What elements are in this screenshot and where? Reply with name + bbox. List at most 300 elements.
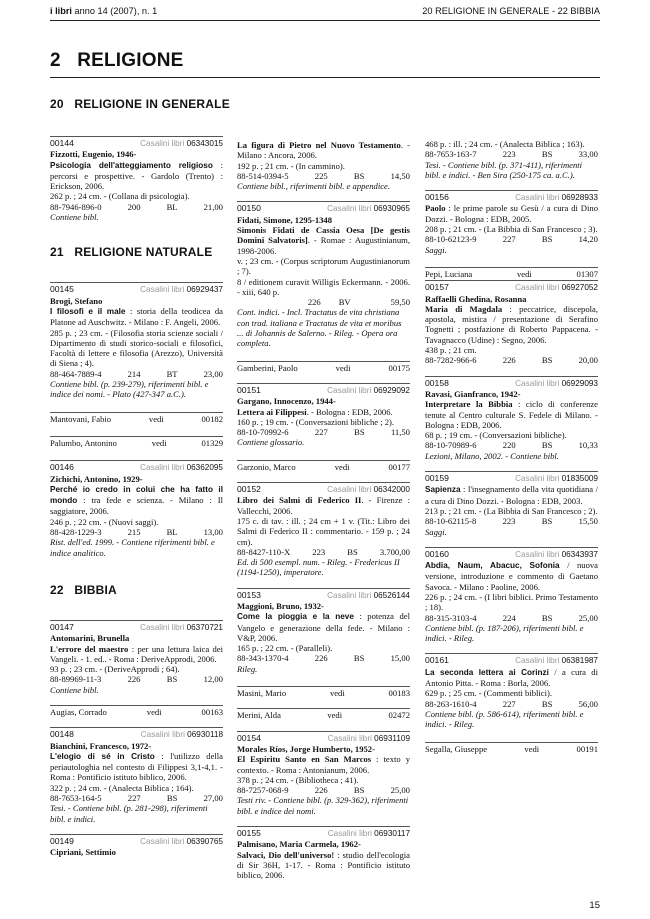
entry-author: Palmisano, Maria Carmela, 1962- (237, 839, 361, 850)
entry-price-line (425, 440, 598, 450)
ref-vedi: vedi (327, 710, 343, 721)
entry-description (237, 225, 410, 256)
entry-imprint: : le prime parole su Gesù / a cura di Dino Dozzi. - Bologna : EDB, 2005. (425, 203, 598, 224)
casalini-id: 06930965 (373, 204, 410, 214)
entry-pages: 227 (502, 698, 516, 709)
entry-author: Fidati, Simone, 1295-1348 (237, 214, 333, 225)
entry-title: L'elogio di sé in Cristo (50, 751, 155, 761)
entry-note: Ed. di 500 esempl. num. - Rileg. - Fredericus II (1194-1250), imperatore. (237, 557, 400, 578)
casalini-id: 06930117 (374, 829, 410, 839)
entry-title: El Espíritu Santo en San Marcos (237, 754, 372, 765)
entry-imprint: : storia della teodicea da Platone ad Auschwitz. - Milano : F. Angeli, 2006. (50, 305, 223, 328)
ref-code: 01307 (576, 268, 598, 279)
ref-name: Pepi, Luciana (425, 268, 473, 279)
entry-isbn: 88-7946-896-0 (50, 201, 102, 212)
entry-price-line (425, 516, 598, 526)
entry-note: Contiene bibl. (p. 239-279), riferimenti bibl. e indice dei nomi. - Plato (427-347 a.C.). (50, 379, 209, 400)
cross-reference (50, 412, 223, 424)
entry-price: 59,50 (390, 297, 410, 308)
entry-class: BS (541, 612, 553, 623)
entry-author: Fizzotti, Eugenio, 1946- (50, 149, 137, 160)
ref-code: 00182 (201, 413, 223, 424)
catalog-entry (425, 280, 598, 365)
entry-price: 20,00 (578, 355, 598, 366)
ref-vedi: vedi (335, 362, 351, 373)
entry-isbn: 88-343-1370-4 (237, 653, 289, 664)
entry-class: BS (353, 653, 365, 664)
ref-name: Merini, Alda (237, 710, 281, 721)
casalini-label: Casalini libri (140, 139, 185, 148)
ref-vedi: vedi (524, 743, 540, 754)
entry-number: 00151 (237, 384, 261, 395)
entry-author: Antomarini, Brunella (50, 633, 130, 644)
entry-class: BS (541, 234, 553, 245)
ref-name: Gamberini, Paolo (237, 362, 298, 373)
casalini-label: Casalini libri (140, 622, 185, 632)
entry-price-line (50, 793, 223, 803)
entry-physical: 468 p. : ill. ; 24 cm. - (Analecta Biblica ; 163). (425, 139, 585, 149)
entry-physical: 246 p. ; 22 cm. - (Nuovi saggi). (50, 516, 159, 527)
entry-price-line (425, 613, 598, 623)
entry-imprint: . - Milano : Ancora, 2006. (237, 140, 410, 161)
ref-vedi: vedi (148, 413, 164, 424)
entry-imprint: : studio dell'ecologia di Sir 36H, 1-17. - Roma : Pontificio istituto biblico, 2006. (237, 849, 410, 881)
ref-code: 00175 (388, 362, 410, 373)
entry-physical: 160 p. ; 19 cm. - (Conversazioni bibliche ; 2). (237, 416, 395, 427)
entry-class: BV (338, 297, 351, 308)
entry-price: 13,00 (203, 527, 223, 538)
catalog-entry (50, 834, 223, 858)
entry-imprint: / a cura di Antonio Pitta. - Roma : Borla, 2006. (425, 666, 598, 689)
entry-author: Bianchini, Francesco, 1972- (50, 740, 152, 751)
entry-description (425, 667, 598, 689)
casalini-label: Casalini libri (515, 193, 560, 203)
entry-isbn: 88-514-0394-5 (237, 170, 289, 181)
catalog-entry (50, 620, 223, 695)
entry-description (50, 751, 223, 783)
entry-physical: 629 p. ; 25 cm. - (Commenti biblici). (425, 688, 552, 699)
entry-title: Perché io credo in colui che ha fatto il mondo (50, 484, 223, 506)
entry-price: 23,00 (203, 368, 223, 379)
entry-isbn: 88-7653-163-7 (425, 149, 477, 160)
entry-pages: 226 (314, 653, 328, 664)
page-number: 15 (589, 900, 600, 911)
entry-title: Simonis Fidati de Cassia Oesa [De gestis Domini Salvatoris] (237, 225, 410, 246)
entry-physical: 262 p. ; 24 cm. - (Collana di psicologia). (50, 191, 190, 202)
casalini-label: Casalini libri (515, 283, 560, 293)
entry-imprint: : potenza del Vangelo e generazione della fede. - Milano : V&P, 2006. (237, 611, 410, 643)
cross-reference (50, 705, 223, 717)
casalini-label: Casalini libri (327, 485, 372, 495)
entry-title: Abdia, Naum, Abacuc, Sofonia (425, 561, 560, 571)
entry-note: Contiene bibl. (p. 187-206), riferimenti bibl. e indici. - Rileg. (425, 622, 584, 644)
entry-price-line (237, 171, 410, 181)
entry-title: Maria di Magdala (425, 303, 503, 314)
entry-description (237, 611, 410, 643)
ref-code: 00177 (388, 461, 410, 472)
entry-title: Salvaci, Dio dell'universo! (237, 849, 335, 860)
catalog-entry (50, 460, 223, 558)
entry-imprint: / nuova versione, introduzione e commento di Gaetano Savoca. - Milano : Paoline, 2006. (425, 560, 598, 592)
entry-description (425, 484, 598, 506)
entry-physical: v. ; 23 cm. - (Corpus scriptorum Augustinianorum ; 7). (237, 255, 410, 277)
casalini-label: Casalini libri (140, 730, 185, 740)
entry-class: BS (166, 793, 178, 804)
casalini-label: Casalini libri (327, 385, 372, 395)
entry-pages: 215 (127, 527, 141, 538)
entry-title: Lettera ai Filippesi (237, 406, 307, 417)
catalog-entry (237, 588, 410, 674)
casalini-label: Casalini libri (515, 549, 560, 559)
entry-title: Libro dei Salmi di Federico II (237, 495, 362, 506)
entry-title: Sapienza (425, 485, 461, 495)
entry-isbn: 88-263-1610-4 (425, 698, 477, 709)
entry-price: 15,00 (390, 653, 410, 664)
entry-pages: 226 (127, 674, 141, 685)
entry-class: BL (166, 201, 178, 212)
cross-reference (425, 742, 598, 754)
entry-description (50, 644, 223, 665)
casalini-label: Casalini libri (327, 733, 372, 743)
entry-class: BS (541, 440, 553, 451)
entry-number: 00153 (237, 589, 261, 600)
entry-class: BS (166, 674, 178, 685)
entry-pages: 223 (502, 516, 516, 527)
entry-imprint: . - Bologna : EDB, 2006. (306, 406, 393, 417)
entry-pages: 227 (502, 234, 516, 245)
entry-price: 15,50 (578, 516, 598, 527)
entry-price: 10,33 (578, 440, 598, 451)
entry-isbn: 88-10-70989-6 (425, 440, 477, 451)
entry-price-line (50, 369, 223, 379)
catalog-entry (237, 826, 410, 880)
entry-author: Zichichi, Antonino, 1929- (50, 473, 143, 484)
entry-note: Contiene bibl. (50, 212, 99, 223)
ref-name: Garzonio, Marco (237, 461, 296, 472)
casalini-id: 06362095 (186, 463, 223, 473)
entry-number: 00147 (50, 621, 74, 632)
entry-number: 00144 (50, 138, 74, 148)
entry-pages: 223 (312, 546, 326, 557)
entry-physical: 438 p. ; 21 cm. (425, 345, 477, 356)
entry-note: Contiene bibl. (p. 586-614), riferimenti bibl. e indici. - Rileg. (425, 708, 584, 730)
column-1 (50, 96, 230, 858)
entry-imprint: . - Firenze : Vallecchi, 2006. (237, 495, 410, 516)
catalog-entry (50, 282, 223, 399)
entry-number: 00152 (237, 484, 261, 495)
entry-description (425, 560, 598, 592)
entry-note: Contiene bibl., riferimenti bibl. e appendice. (237, 181, 390, 192)
entry-note: Tesi. - Contiene bibl. (p. 371-411), riferimenti bibl. e indici. - Ben Sira (250-175 ca. a.C.). (425, 159, 583, 180)
entry-description (50, 484, 223, 517)
casalini-label: Casalini libri (515, 474, 560, 484)
casalini-id: 06929437 (186, 285, 223, 295)
entry-price-line (237, 653, 410, 663)
ref-code: 01329 (201, 437, 223, 448)
entry-title: La seconda lettera ai Corinzi (425, 667, 549, 677)
entry-description (50, 306, 223, 328)
entry-class: BS (353, 785, 365, 796)
entry-isbn: 88-7282-966-6 (425, 355, 477, 366)
entry-number: 00146 (50, 462, 74, 473)
entry-isbn: 88-10-62123-9 (425, 234, 477, 245)
entry-imprint: : tra fede e scienza. - Milano : Il saggiatore, 2006. (50, 495, 223, 517)
entry-physical: 175 c. di tav. : ill. ; 24 cm + 1 v. (Tit.: Libro dei Salmi di Federico II : commentario. - 159 p. ; 24 cm). (237, 515, 410, 547)
entry-pages: 220 (502, 440, 516, 451)
cross-reference (237, 460, 410, 472)
entry-description (237, 140, 410, 161)
catalog-entry (237, 201, 410, 348)
entry-number: 00158 (425, 377, 449, 388)
entry-note: Rist. dell'ed. 1999. - Contiene riferimenti bibl. e indice analitico. (50, 537, 215, 558)
entry-note: Lezioni, Milano, 2002. - Contiene bibl. (425, 450, 559, 461)
entry-note: Contiene glossario. (237, 437, 305, 448)
entry-number: 00149 (50, 835, 74, 846)
casalini-id: 06381987 (561, 656, 598, 666)
entry-pages: 226 (502, 355, 516, 366)
header-rule (50, 20, 600, 21)
entry-isbn: 88-315-3103-4 (425, 612, 477, 623)
catalog-columns (50, 96, 600, 896)
casalini-label: Casalini libri (515, 378, 560, 388)
ref-name: Segalla, Giuseppe (425, 743, 488, 754)
entry-pages: 225 (314, 170, 328, 181)
entry-author: Cipriani, Settimio (50, 847, 116, 858)
casalini-label: Casalini libri (140, 463, 185, 473)
casalini-label: Casalini libri (327, 829, 372, 839)
entry-imprint: : texto y contexto. - Roma : Antonianum, 2006. (237, 754, 410, 775)
running-section-title: 20 RELIGIONE IN GENERALE - 22 BIBBIA (422, 6, 600, 16)
entry-physical: 285 p. ; 23 cm. - (Filosofia storia scienze sociali / Dipartimento di studi storico-sociali e filosofici, Facoltà di lettere e filosofia (Arezzo), Università di Siena ; 4). (50, 327, 223, 369)
entry-price: 14,20 (578, 234, 598, 245)
catalog-entry (237, 731, 410, 816)
column-2 (237, 96, 410, 881)
entry-isbn: 88-7257-068-9 (237, 785, 289, 796)
casalini-id: 06928933 (561, 193, 598, 203)
entry-number: 00150 (237, 203, 261, 214)
entry-description (237, 754, 410, 775)
casalini-id: 06370721 (186, 622, 223, 632)
entry-price: 33,00 (578, 149, 598, 160)
ref-name: Palumbo, Antonino (50, 437, 117, 448)
entry-pages: 200 (127, 201, 141, 212)
catalog-entry (237, 482, 410, 578)
entry-price-line (237, 427, 410, 437)
entry-title: Come la pioggia e la neve (237, 612, 354, 622)
catalog-entry (50, 727, 223, 824)
entry-price: 27,00 (203, 793, 223, 804)
entry-price-line (425, 234, 598, 244)
ref-vedi: vedi (516, 268, 532, 279)
casalini-label: Casalini libri (140, 285, 185, 295)
casalini-label: Casalini libri (140, 836, 185, 846)
entry-number: 00156 (425, 192, 449, 203)
ref-vedi: vedi (334, 461, 350, 472)
entry-physical: 93 p. ; 23 cm. - (DeriveApprodi ; 64). (50, 664, 180, 675)
casalini-id: 06526144 (373, 590, 410, 600)
entry-price: 14,50 (390, 170, 410, 181)
catalog-entry (425, 471, 598, 537)
entry-pages: 226 (307, 297, 321, 308)
ref-vedi: vedi (151, 437, 167, 448)
entry-price-line (425, 149, 598, 159)
casalini-id: 01835009 (561, 474, 598, 484)
entry-class: BS (541, 698, 553, 709)
entry-isbn: 88-464-7889-4 (50, 368, 102, 379)
casalini-label: Casalini libri (515, 656, 560, 666)
entry-volume: 8 / editionem curavit Willigis Eckermann. - 2006. - xiii, 640 p. (237, 276, 410, 297)
journal-issue: i libri anno 14 (2007), n. 1 (50, 6, 158, 16)
ref-code: 00183 (388, 688, 410, 699)
casalini-id: 06930118 (187, 730, 223, 740)
entry-imprint: : percorsi e prospettive. - Gardolo (Trento) : Erickson, 2006. (50, 159, 223, 192)
entry-physical: 378 p. ; 24 cm. - (Bibliotheca ; 41). (237, 774, 359, 785)
ref-name: Mantovani, Fabio (50, 413, 112, 424)
section-heading-22: 22 BIBBIA (50, 582, 117, 597)
entry-price: 25,00 (390, 785, 410, 796)
chapter-title: 2 RELIGIONE (50, 50, 184, 71)
cross-reference (237, 708, 410, 720)
entry-class: BS (541, 516, 553, 527)
casalini-id: 06342000 (373, 485, 410, 495)
ref-vedi: vedi (329, 688, 345, 699)
entry-note: Saggi. (425, 244, 447, 255)
entry-imprint: : l'utilizzo della periautologhia nel contesto di Filippesi 3,1-4,1. - Roma : Pontificio istituto biblico, 2006. (50, 750, 224, 783)
entry-note: Rileg. (237, 663, 258, 674)
entry-price-line (237, 785, 410, 795)
entry-physical: 165 p. ; 22 cm. - (Paralleli). (237, 643, 333, 654)
entry-isbn: 88-89969-11-3 (50, 674, 102, 685)
entry-number: 00160 (425, 548, 449, 559)
entry-imprint: : ciclo di conferenze tenute al Centro culturale S. Fedele di Milano. - Bologna : EDB, 2006. (425, 399, 598, 430)
entry-description (237, 850, 410, 881)
entry-number: 00145 (50, 284, 74, 295)
entry-title: La figura di Pietro nel Nuovo Testamento (237, 140, 401, 150)
entry-price-line (50, 527, 223, 537)
entry-description (50, 160, 223, 192)
entry-author: Morales Ríos, Jorge Humberto, 1952- (237, 743, 375, 754)
entry-class: BS (353, 170, 365, 181)
entry-number: 00161 (425, 655, 449, 666)
entry-author: Maggioni, Bruno, 1932- (237, 600, 324, 611)
cross-reference (425, 267, 598, 279)
entry-author: Gargano, Innocenzo, 1944- (237, 396, 336, 407)
entry-imprint: : l'insegnamento della vita quotidiana / a cura di Dino Dozzi. - Bologna : EDB, 2003. (425, 484, 598, 506)
entry-imprint: : peccatrice, discepola, apostola, mistica / presentazione di Serafino Tognetti ; postfazione di Roberto Pappacena. - Tavagnacco (Udine) : Segno, 2006. (425, 303, 598, 345)
entry-physical: 322 p. ; 24 cm. - (Analecta Biblica ; 164). (50, 782, 194, 793)
entry-class: BS (347, 546, 358, 557)
entry-class: BS (354, 427, 365, 438)
entry-class: BS (541, 149, 553, 160)
entry-number: 00159 (425, 473, 449, 484)
section-heading-21: 21 RELIGIONE NATURALE (50, 245, 213, 260)
catalog-entry (237, 383, 410, 448)
entry-pages: 214 (127, 368, 141, 379)
entry-class: BL (166, 527, 178, 538)
entry-price: 11,50 (390, 427, 410, 438)
ref-code: 00163 (201, 706, 223, 717)
entry-note: Saggi. (425, 526, 447, 537)
catalog-entry (425, 653, 598, 729)
casalini-id: 06343937 (561, 549, 598, 559)
entry-description (425, 399, 598, 430)
entry-description (425, 203, 598, 224)
entry-physical: 68 p. ; 19 cm. - (Conversazioni bibliche). (425, 430, 567, 441)
casalini-id: 06929093 (561, 378, 598, 388)
entry-isbn: 88-10-70992-6 (237, 427, 289, 438)
entry-description (237, 407, 410, 417)
section-heading-20: 20 RELIGIONE IN GENERALE (50, 97, 230, 111)
entry-note: Cont. indici. - Incl. Tractatus de vita christiana con trad. italiana e Tractatus de vita et moribus ... di Johannis de Salerno. - Rileg. - Opera ora completa. (237, 307, 402, 349)
entry-class: BS (541, 355, 553, 366)
entry-physical: 192 p. ; 21 cm. - (In cammino). (237, 160, 345, 171)
entry-class: BT (166, 368, 178, 379)
chapter-rule (50, 77, 600, 78)
entry-note: Contiene bibl. (50, 684, 99, 695)
casalini-id: 06929092 (373, 385, 410, 395)
entry-imprint: : per una lettura laica dei Vangeli. - 1. ed.. - Roma : DeriveApprodi, 2006. (50, 643, 224, 664)
casalini-label: Casalini libri (327, 590, 372, 600)
entry-number: 00154 (237, 732, 261, 743)
entry-pages: 223 (502, 149, 516, 160)
casalini-id: 06927052 (561, 283, 598, 293)
ref-code: 02472 (388, 710, 410, 721)
entry-note: Tesi. - Contiene bibl. (p. 281-298), riferimenti bibl. e indici. (50, 803, 208, 824)
casalini-label: Casalini libri (327, 204, 372, 214)
casalini-id: 06390765 (186, 836, 223, 846)
entry-isbn: 88-8427-110-X (237, 546, 291, 557)
entry-pages: 226 (314, 785, 328, 796)
entry-title: Psicologia dell'atteggiamento religioso (50, 160, 213, 170)
entry-physical: 213 p. ; 21 cm. - (La Bibbia di San Francesco ; 2). (425, 505, 598, 516)
cross-reference (237, 361, 410, 373)
catalog-entry-continued (237, 96, 410, 191)
entry-author: Ravasi, Gianfranco, 1942- (425, 388, 521, 399)
cross-reference (237, 686, 410, 698)
entry-author: Raffaelli Ghedina, Rosanna (425, 293, 527, 304)
cross-reference (50, 436, 223, 448)
entry-number: 00157 (425, 282, 449, 293)
running-head (50, 4, 600, 18)
entry-price: 3.700,00 (379, 546, 410, 557)
entry-note: Testi riv. - Contiene bibl. (p. 329-362), riferimenti bibl. e indice dei nomi. (237, 795, 409, 816)
entry-price: 56,00 (578, 698, 598, 709)
entry-title: L'errore del maestro (50, 643, 129, 654)
entry-isbn: 88-428-1229-3 (50, 527, 102, 538)
entry-description (237, 495, 410, 516)
column-3 (425, 96, 598, 754)
catalog-entry (425, 190, 598, 255)
entry-price-line (237, 297, 410, 307)
catalog-entry (425, 376, 598, 461)
entry-pages: 227 (127, 793, 141, 804)
casalini-id: 06931109 (374, 733, 410, 743)
entry-price-line (425, 699, 598, 709)
entry-price-line (50, 674, 223, 684)
entry-physical: 208 p. ; 21 cm. - (La Bibbia di San Francesco ; 3). (425, 224, 598, 235)
ref-name: Augias, Corrado (50, 706, 107, 717)
entry-pages: 227 (314, 427, 328, 438)
casalini-id: 06343015 (186, 139, 223, 148)
catalog-entry (425, 547, 598, 644)
entry-physical: 226 p. ; 24 cm. - (I libri biblici. Primo Testamento ; 18). (425, 591, 598, 613)
catalog-entry-continued (425, 96, 598, 180)
entry-isbn: 88-7653-164-5 (50, 793, 102, 804)
entry-number: 00155 (237, 828, 261, 839)
entry-price: 25,00 (578, 612, 598, 623)
ref-name: Masini, Mario (237, 688, 287, 699)
entry-number: 00148 (50, 729, 74, 740)
